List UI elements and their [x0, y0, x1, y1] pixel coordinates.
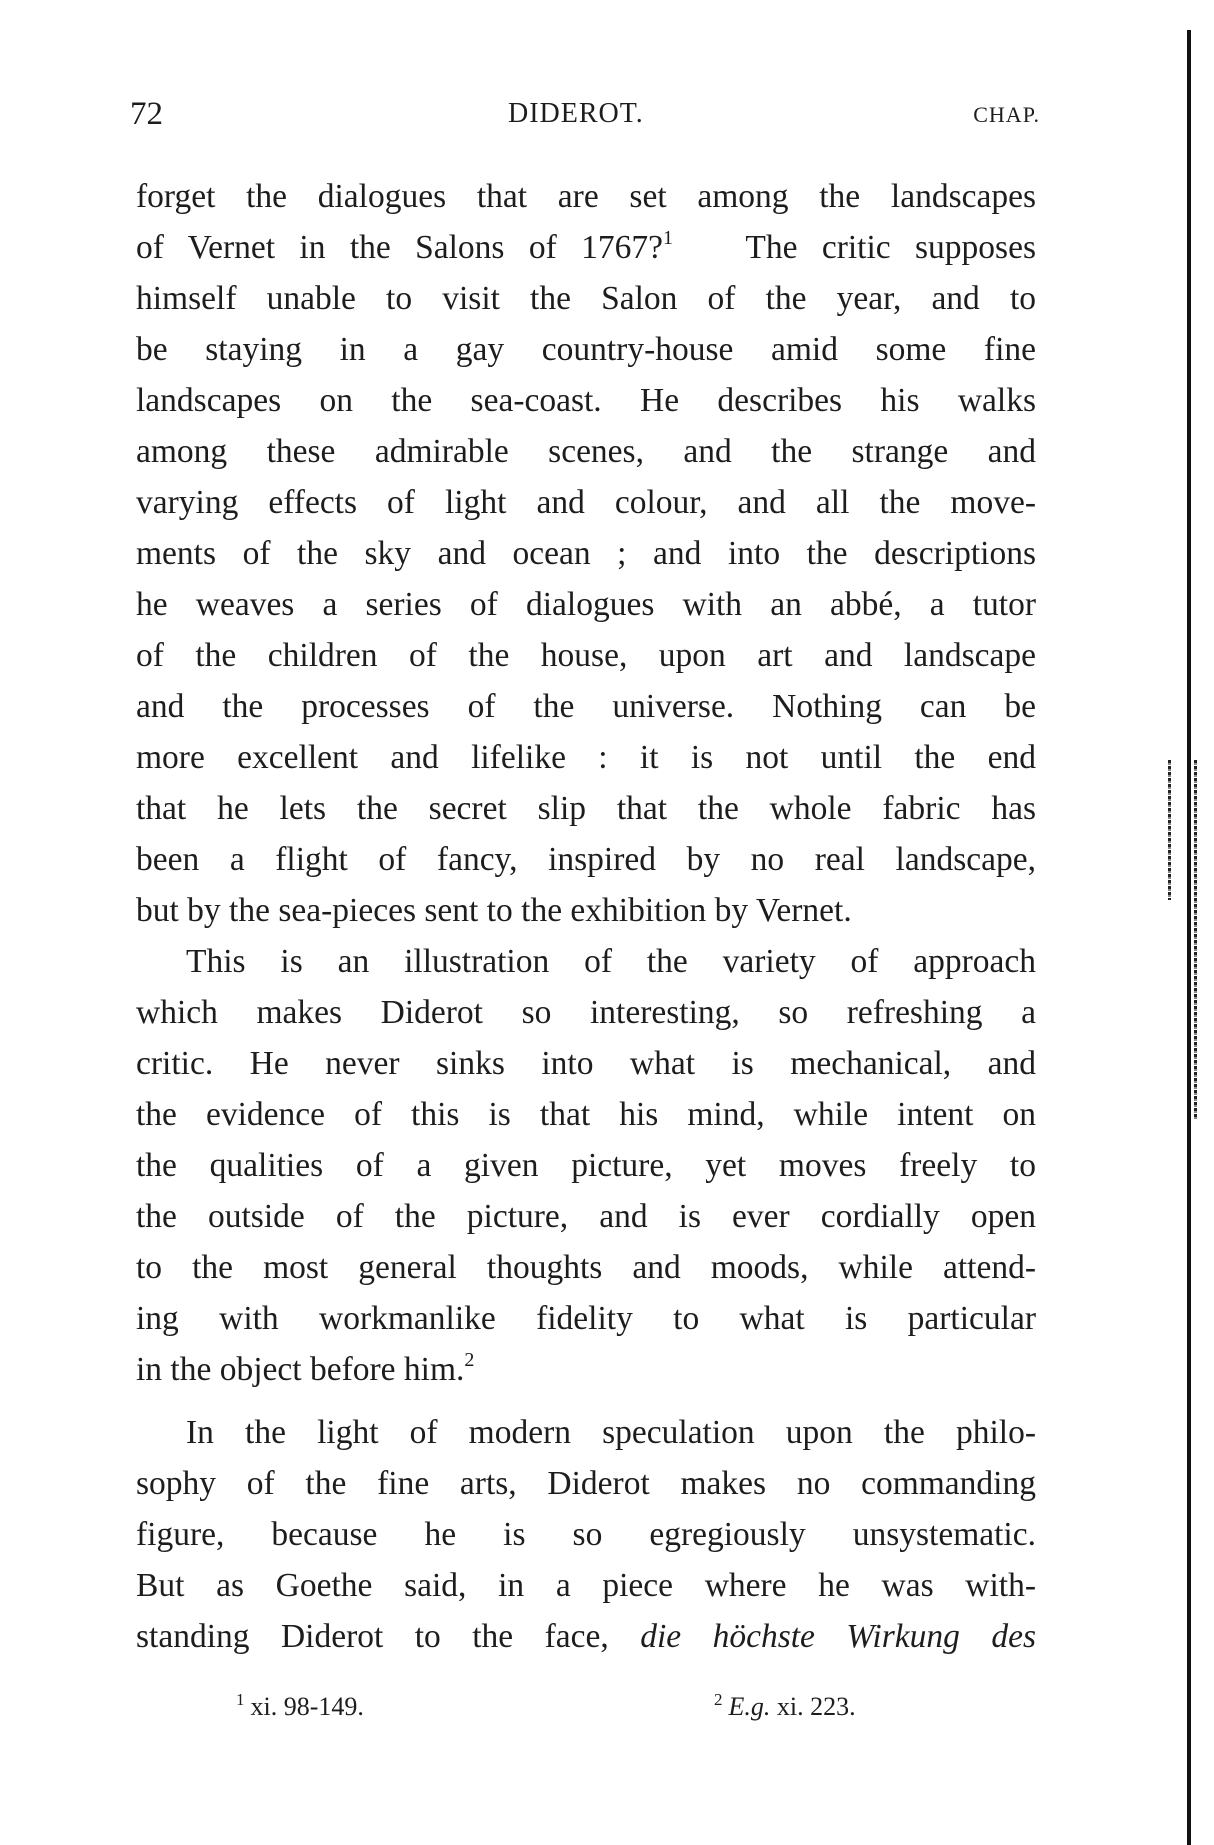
text-line: landscapes on the sea-coast. He describes his walks	[136, 382, 1036, 419]
text-line: varying effects of light and colour, and all the move-	[136, 484, 1036, 521]
text-line: himself unable to visit the Salon of the year, and to	[136, 280, 1036, 317]
text-line: This is an illustration of the variety of approach	[186, 943, 1036, 980]
text-line: standing Diderot to the face, die höchste Wirkung des	[136, 1618, 1036, 1655]
text-line: forget the dialogues that are set among the landscapes	[136, 178, 1036, 215]
binding-mark	[1168, 760, 1171, 900]
text-line: sophy of the fine arts, Diderot makes no commanding	[136, 1465, 1036, 1502]
text-line: the outside of the picture, and is ever cordially open	[136, 1198, 1036, 1235]
text-line: which makes Diderot so interesting, so refreshing a	[136, 994, 1036, 1031]
page-number: 72	[130, 96, 163, 132]
body-text	[136, 171, 1036, 1662]
text-line: more excellent and lifelike : it is not until the end	[136, 739, 1036, 776]
binding-mark	[1194, 760, 1197, 1120]
text-line: ing with workmanlike fidelity to what is particular	[136, 1300, 1036, 1337]
italic-quote: die höchste Wirkung des	[640, 1618, 1036, 1655]
text-line: among these admirable scenes, and the strange and	[136, 433, 1036, 470]
running-header	[130, 96, 1040, 136]
text-line: be staying in a gay country-house amid some fine	[136, 331, 1036, 368]
text-line: but by the sea-pieces sent to the exhibition by Vernet.	[136, 892, 852, 929]
text-line: But as Goethe said, in a piece where he was with-	[136, 1567, 1036, 1604]
text-line: to the most general thoughts and moods, while attend-	[136, 1249, 1036, 1286]
text-line: critic. He never sinks into what is mechanical, and	[136, 1045, 1036, 1082]
footnote-ref: 1	[662, 227, 673, 249]
chapter-label: CHAP.	[973, 102, 1040, 127]
text-line: the qualities of a given picture, yet moves freely to	[136, 1147, 1036, 1184]
footnote-1: $^1$ xi. 98-149.	[236, 1690, 364, 1721]
text-line: the evidence of this is that his mind, while intent on	[136, 1096, 1036, 1133]
text-line: in the object before him.$^2$	[136, 1349, 475, 1388]
text-line: of Vernet in the Salons of 1767?$^1$ The critic supposes	[136, 227, 1036, 266]
text-line: ments of the sky and ocean ; and into the descriptions	[136, 535, 1036, 572]
footnote-ref: 2	[464, 1349, 475, 1371]
text-line: and the processes of the universe. Nothing can be	[136, 688, 1036, 725]
text-line: he weaves a series of dialogues with an abbé, a tutor	[136, 586, 1036, 623]
footnote-2: $^2$ E.g. xi. 223.	[714, 1690, 856, 1721]
text-line: that he lets the secret slip that the whole fabric has	[136, 790, 1036, 827]
page-edge-line	[1187, 30, 1191, 1845]
running-title: DIDEROT.	[508, 98, 644, 129]
text-line: of the children of the house, upon art and landscape	[136, 637, 1036, 674]
footnotes	[236, 1690, 1036, 1730]
text-line: been a flight of fancy, inspired by no real landscape,	[136, 841, 1036, 878]
text-line: figure, because he is so egregiously unsystematic.	[136, 1516, 1036, 1553]
text-line: In the light of modern speculation upon the philo-	[186, 1414, 1036, 1451]
